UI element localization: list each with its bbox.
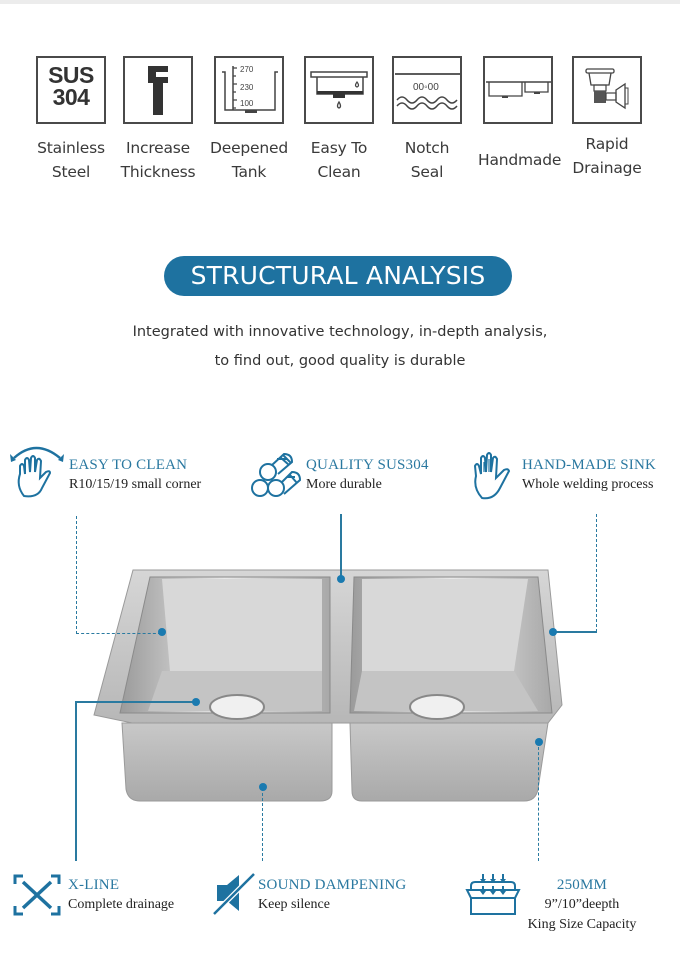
feature-label: Increase <box>126 139 190 157</box>
notch-seal-icon <box>392 56 462 124</box>
feature-label: Thickness <box>120 163 196 181</box>
feature-notch-seal <box>387 56 467 184</box>
sus-text: SUS <box>48 62 94 88</box>
section-title: STRUCTURAL ANALYSIS <box>164 256 512 296</box>
feature-rapid-drainage <box>567 56 647 180</box>
callout-title: EASY TO CLEAN <box>69 457 188 473</box>
feature-label: Handmade <box>478 151 562 169</box>
callout-title: 250MM <box>556 877 608 893</box>
leader-line <box>596 514 597 632</box>
callout-dot[interactable] <box>337 575 345 583</box>
feature-label: Deepened <box>210 139 288 157</box>
leader-line <box>340 514 342 578</box>
svg-text:270: 270 <box>239 65 253 74</box>
feature-handmade <box>478 56 562 172</box>
callout-subtitle: More durable <box>306 477 382 492</box>
sus-number: 304 <box>52 84 90 110</box>
intro-line-2: to find out, good quality is durable <box>214 353 466 369</box>
leader-line <box>538 742 539 861</box>
thickness-icon <box>123 56 193 124</box>
hand-arrows-icon <box>8 440 66 506</box>
feature-label: Stainless <box>37 139 105 157</box>
deepened-tank-icon <box>214 56 284 124</box>
sus304-icon <box>36 56 106 124</box>
callout-dot[interactable] <box>549 628 557 636</box>
feature-deepened-tank <box>209 56 289 184</box>
callout-subtitle: King Size Capacity <box>527 917 637 932</box>
pipes-icon <box>250 450 302 506</box>
callout-subtitle: 9”/10”deepth <box>544 897 620 912</box>
leader-line <box>76 633 161 634</box>
callout-title: HAND-MADE SINK <box>522 457 657 473</box>
svg-text:230: 230 <box>239 83 253 92</box>
callout-dot[interactable] <box>158 628 166 636</box>
callout-title: X-LINE <box>68 877 120 893</box>
callout-dot[interactable] <box>259 783 267 791</box>
leader-line <box>76 516 77 634</box>
leader-line <box>75 701 77 861</box>
callout-subtitle: Whole welding process <box>522 477 654 492</box>
basin-depth-icon <box>465 872 521 922</box>
callout-subtitle: R10/15/19 small corner <box>69 477 202 492</box>
callout-title: SOUND DAMPENING <box>258 877 407 893</box>
feature-label: Rapid <box>585 135 629 153</box>
callout-dot[interactable] <box>192 698 200 706</box>
feature-label: Tank <box>231 163 267 181</box>
top-divider <box>0 0 680 4</box>
feature-increase-thickness <box>118 56 198 184</box>
mute-icon <box>212 872 256 920</box>
leader-line <box>554 631 597 633</box>
feature-easy-to-clean <box>299 56 379 184</box>
callout-250mm <box>520 875 644 935</box>
leader-line <box>262 788 263 861</box>
feature-label: Seal <box>410 163 444 181</box>
callout-x-line <box>68 875 174 915</box>
sink-image <box>92 565 588 805</box>
callout-title: QUALITY SUS304 <box>306 457 429 473</box>
feature-label: Clean <box>317 163 361 181</box>
handmade-icon <box>483 56 553 124</box>
callout-easy-to-clean <box>69 455 201 495</box>
easy-clean-icon <box>304 56 374 124</box>
feature-stainless-steel <box>31 56 111 184</box>
feature-label: Steel <box>51 163 91 181</box>
callout-quality-sus304 <box>306 455 429 495</box>
callout-dot[interactable] <box>535 738 543 746</box>
callout-subtitle: Complete drainage <box>68 897 175 912</box>
callout-hand-made-sink <box>522 455 656 495</box>
hand-icon <box>470 450 518 508</box>
intro-line-1: Integrated with innovative technology, in-depth analysis, <box>132 324 548 340</box>
x-line-icon <box>13 874 61 920</box>
rapid-drainage-icon <box>572 56 642 124</box>
feature-label: Notch <box>404 139 450 157</box>
feature-label: Easy To <box>310 139 368 157</box>
callout-sound-dampening <box>258 875 406 915</box>
svg-text:00◦00: 00◦00 <box>412 82 439 93</box>
callout-subtitle: Keep silence <box>258 897 330 912</box>
leader-line <box>75 701 195 703</box>
svg-text:100: 100 <box>239 99 253 108</box>
feature-label: Drainage <box>572 159 642 177</box>
